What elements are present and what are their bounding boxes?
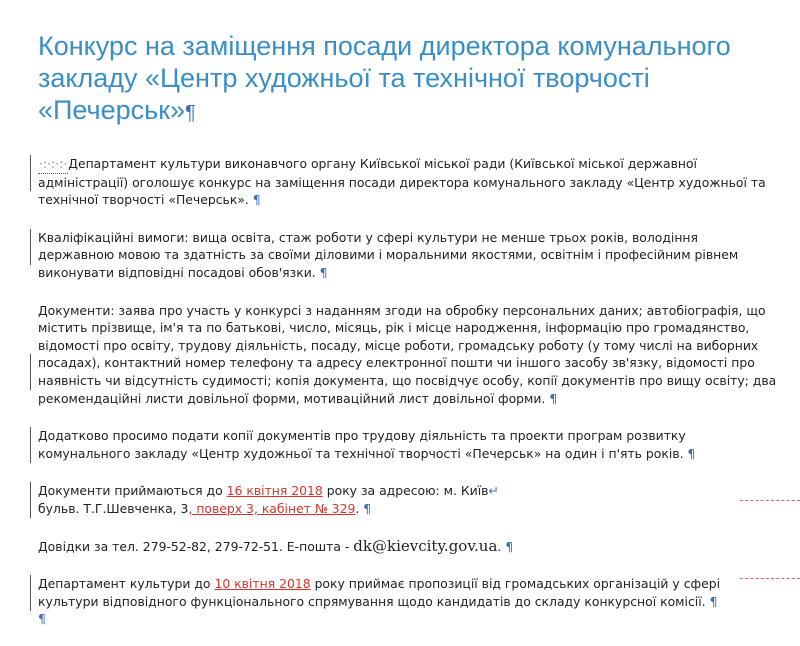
comment-connector — [740, 500, 800, 502]
proposals-rest-text: року приймає пропозиції від громадських організацій у сфері культури відповідного функціонального спрямування щодо кандидатів до складу конкурсної комісії. — [38, 576, 721, 609]
paragraph-additional[interactable] — [38, 427, 778, 462]
paragraph-contacts[interactable] — [38, 538, 778, 556]
pilcrow-mark: ¶ — [687, 445, 696, 461]
change-bar — [30, 229, 31, 265]
change-bar — [30, 482, 31, 518]
pilcrow-mark: ¶ — [549, 390, 558, 406]
additional-text: Додатково просимо подати копії документів про трудову діяльність та проекти програм розвитку комунального закладу «Центр художньої та технічної творчості «Печерськ» на один і п'ять років. — [38, 428, 686, 461]
document-title — [38, 30, 778, 129]
proposals-text: Департамент культури до — [38, 576, 215, 592]
proposal-date-inserted[interactable]: 10 квітня 2018 — [214, 576, 311, 592]
office-inserted[interactable]: , поверх 3, кабінет № 329 — [188, 500, 356, 516]
tab-marker: ·:·:·:· — [38, 155, 68, 174]
pilcrow-mark: ¶ — [252, 192, 261, 208]
change-bar — [30, 575, 31, 611]
pilcrow-mark: ¶ — [709, 593, 718, 609]
document-page — [38, 30, 778, 628]
change-bar — [30, 354, 31, 390]
paragraph-proposals[interactable] — [38, 575, 778, 628]
paragraph-requirements[interactable] — [38, 229, 778, 282]
deadline-date-inserted[interactable]: 16 квітня 2018 — [226, 483, 323, 499]
announcement-text: Департамент культури виконавчого органу Київської міської ради (Київської міської державної адміністрації) оголошує конкурс на заміщення посади директора комунального закладу «Центр художньої та технічної творчості «Печерськ». — [38, 156, 766, 208]
period-text: . — [355, 500, 360, 516]
street-text: бульв. Т.Г.Шевченка, 3 — [38, 500, 189, 516]
paragraph-submission[interactable] — [38, 482, 778, 517]
documents-text: Документи: заява про участь у конкурсі з наданням згоди на обробку персональних даних; автобіографія, що містить прізвище, ім'я та по батькові, число, місяць, рік і місце народження, інформацію про громадянство, відомості про освіту, трудову діяльність, посаду, місце роботи, громадську роботу (у тому числі на виборних посадах), контактний номер телефону та адресу електронної пошти чи іншого засобу зв'язку, відомості про наявність чи відсутність судимості; копія документа, що посвідчує особу, копії документів про вищу освіту; два рекомендаційні листи довільної форми, мотиваційний лист довільної форми. — [38, 302, 777, 406]
submission-text: Документи приймаються до — [38, 483, 227, 499]
comment-connector — [740, 578, 800, 580]
title-text: Конкурс на заміщення посади директора комунального закладу «Центр художньої та технічної творчості «Печерськ» — [38, 31, 731, 125]
paragraph-documents[interactable] — [38, 302, 778, 408]
contacts-text: Довідки за тел. 279-52-82, 279-72-51. E-пошта - — [38, 538, 354, 554]
requirements-text: Кваліфікаційні вимоги: вища освіта, стаж роботи у сфері культури не менше трьох років, володіння державною мовою та здатність за своїми діловими і моральними якостями, освітнім і професійним рівнем виконувати відповідні посадові обов'язки. — [38, 229, 739, 280]
email-link[interactable]: dk@kievcity.gov.ua — [353, 536, 498, 555]
period-text: . — [497, 538, 502, 554]
change-bar — [30, 427, 31, 463]
pilcrow-mark: ¶ — [363, 500, 372, 516]
change-bar — [30, 155, 31, 191]
pilcrow-mark: ¶ — [185, 102, 196, 124]
pilcrow-mark: ¶ — [505, 538, 514, 554]
pilcrow-mark: ¶ — [319, 264, 328, 280]
line-break-mark: ↵ — [488, 483, 499, 499]
pilcrow-mark: ¶ — [38, 611, 46, 627]
address-text: року за адресою: м. Київ — [322, 483, 489, 499]
paragraph-announcement[interactable] — [38, 155, 778, 209]
